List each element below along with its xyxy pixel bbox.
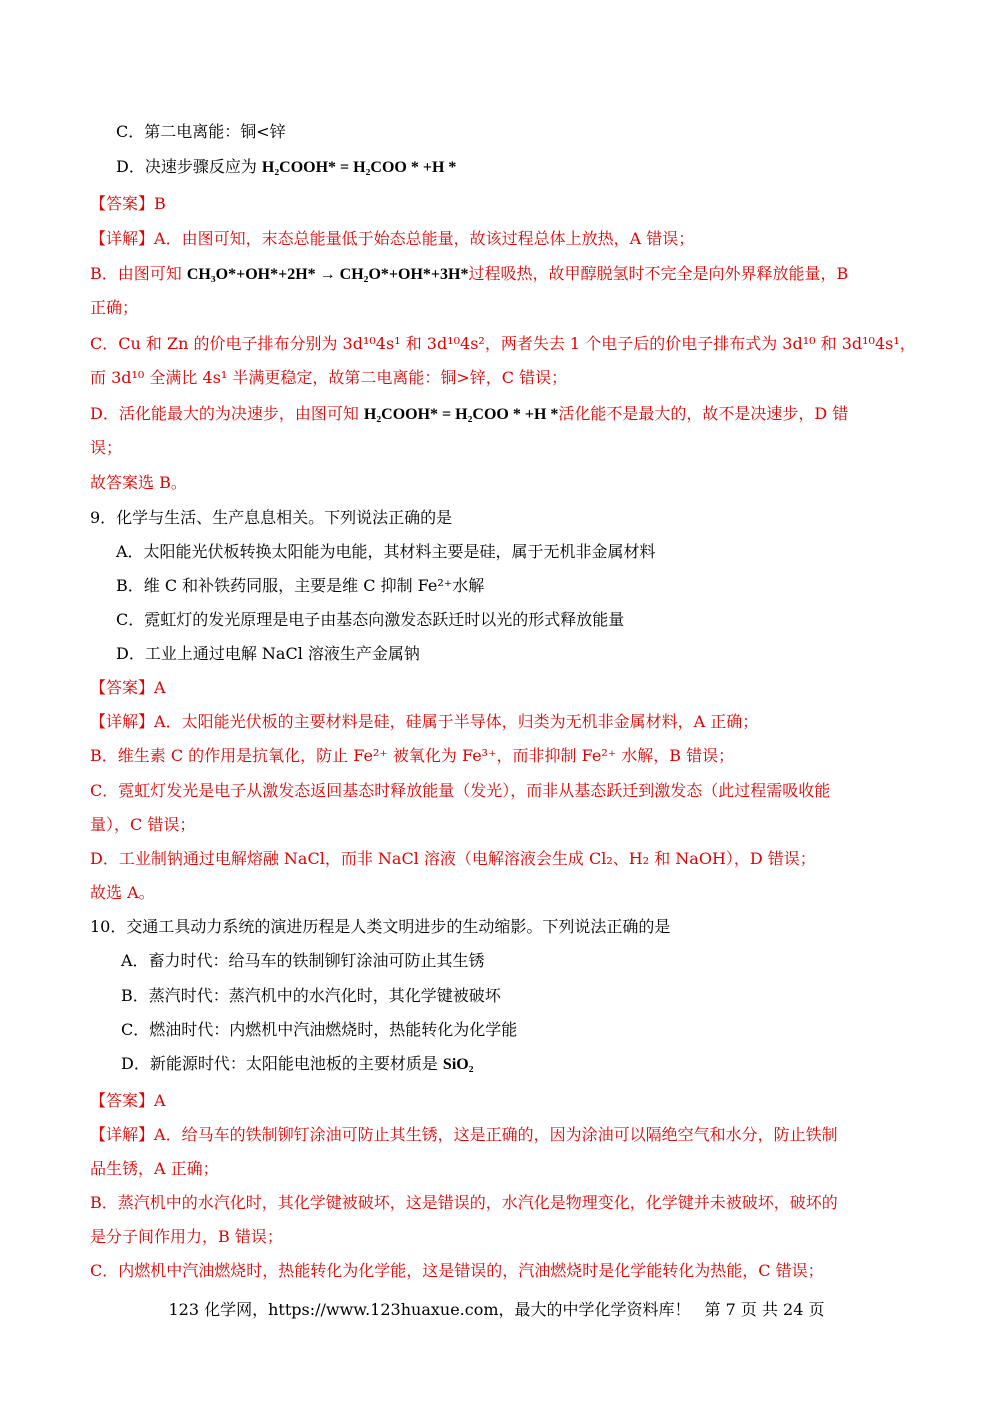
q8-detail-c-line2: 而 3d¹⁰ 全满比 4s¹ 半满更稳定，故第二电离能：铜>锌，C 错误； [90,368,568,387]
q8-option-d [116,157,936,178]
answer-tag: 【答案】 [90,1091,155,1110]
detail-text: B．由图可知 [90,264,187,283]
q8-detail-b-line1 [90,264,910,285]
q8-detail-d-line2: 误； [90,438,123,457]
page-footer [0,1300,993,1320]
q8-option-c: C．第二电离能：铜<锌 [116,122,286,141]
q10-option-c: C．燃油时代：内燃机中汽油燃烧时，热能转化为化学能 [121,1020,518,1039]
q10-option-a: A．畜力时代：给马车的铁制铆钉涂油可防止其生锈 [121,951,485,970]
answer-tag: 【答案】 [90,678,155,697]
q9-option-b: B．维 C 和补铁药同服，主要是维 C 抑制 Fe²⁺水解 [116,576,485,595]
q9-detail-a [90,712,910,732]
detail-text: A．太阳能光伏板的主要材料是硅，硅属于半导体，归类为无机非金属材料，A 正确； [154,712,759,731]
answer-tag: 【答案】 [90,194,155,213]
q8-option-d-text: D．决速步骤反应为 [116,157,262,176]
q8-detail-a [90,229,910,249]
detail-text: A．由图可知，末态总能量低于始态总能量，故该过程总体上放热，A 错误； [154,229,695,248]
q9-detail-c-line1: C．霓虹灯发光是电子从激发态返回基态时释放能量（发光），而非从基态跃迁到激发态（此过程需吸收能 [90,781,831,800]
detail-text: D．活化能最大的为决速步，由图可知 [90,404,364,423]
q9-answer [90,678,910,698]
q10-option-d-text: D．新能源时代：太阳能电池板的主要材质是 [121,1054,443,1073]
detail-tag: 【详解】 [90,712,155,731]
q10-detail-a-line2: 品生锈，A 正确； [90,1159,219,1178]
footer-page-number: 第 7 页 共 24 页 [704,1300,825,1319]
q8-conclusion: 故答案选 B。 [90,473,187,492]
answer-value: A [154,1091,166,1110]
q8-option-d-equation: H₂COOH* = H₂COO * +H * [261,159,457,176]
q9-conclusion: 故选 A。 [90,883,155,902]
q10-option-b: B．蒸汽时代：蒸汽机中的水汽化时，其化学键被破坏 [121,986,501,1005]
q9-detail-c-line2: 量），C 错误； [90,815,196,834]
footer-site: 123 化学网，https://www.123huaxue.com，最大的中学化学资料库！ [168,1300,691,1319]
detail-text: 过程吸热，故甲醇脱氢时不完全是向外界释放能量，B [468,264,849,283]
detail-text: 活化能不是最大的，故不是决速步，D 错 [558,404,849,423]
q8-detail-b-line2: 正确； [90,298,139,317]
answer-value: B [154,194,166,213]
detail-tag: 【详解】 [90,1125,155,1144]
q10-detail-b-line2: 是分子间作用力，B 错误； [90,1227,283,1246]
q8-detail-c-line1: C．Cu 和 Zn 的价电子排布分别为 3d¹⁰4s¹ 和 3d¹⁰4s²，两者失去 1 个电子后的价电子排布式为 3d¹⁰ 和 3d¹⁰4s¹， [90,334,916,353]
q9-stem: 9．化学与生活、生产息息相关。下列说法正确的是 [90,508,453,527]
q9-detail-b: B．维生素 C 的作用是抗氧化，防止 Fe²⁺ 被氧化为 Fe³⁺，而非抑制 Fe²⁺ 水解，B 错误； [90,746,735,765]
q10-detail-b-line1: B．蒸汽机中的水汽化时，其化学键被破坏，这是错误的，水汽化是物理变化，化学键并未被破坏，破坏的 [90,1193,838,1212]
detail-equation: H₂COOH* = H₂COO * +H * [363,406,559,423]
q9-option-c: C．霓虹灯的发光原理是电子由基态向激发态跃迁时以光的形式释放能量 [116,610,625,629]
q10-answer [90,1091,910,1111]
q10-detail-c: C．内燃机中汽油燃烧时，热能转化为化学能，这是错误的，汽油燃烧时是化学能转化为热能，C 错误； [90,1261,824,1280]
q8-answer [90,194,910,214]
q9-option-d: D．工业上通过电解 NaCl 溶液生产金属钠 [116,644,420,663]
detail-equation: CH₃O*+OH*+2H* → CH₂O*+OH*+3H* [186,266,469,283]
q9-option-a: A．太阳能光伏板转换太阳能为电能，其材料主要是硅，属于无机非金属材料 [116,542,656,561]
q10-option-d-formula: SiO₂ [442,1056,474,1073]
detail-tag: 【详解】 [90,229,155,248]
q10-option-d [121,1054,941,1075]
q10-stem: 10．交通工具动力系统的演进历程是人类文明进步的生动缩影。下列说法正确的是 [90,917,671,936]
q10-detail-a-line1 [90,1125,910,1145]
q8-detail-d-line1 [90,404,910,425]
detail-text: A．给马车的铁制铆钉涂油可防止其生锈，这是正确的，因为涂油可以隔绝空气和水分，防止铁制 [154,1125,838,1144]
answer-value: A [154,678,166,697]
q9-detail-d: D．工业制钠通过电解熔融 NaCl，而非 NaCl 溶液（电解溶液会生成 Cl₂、H₂ 和 NaOH），D 错误； [90,849,816,868]
